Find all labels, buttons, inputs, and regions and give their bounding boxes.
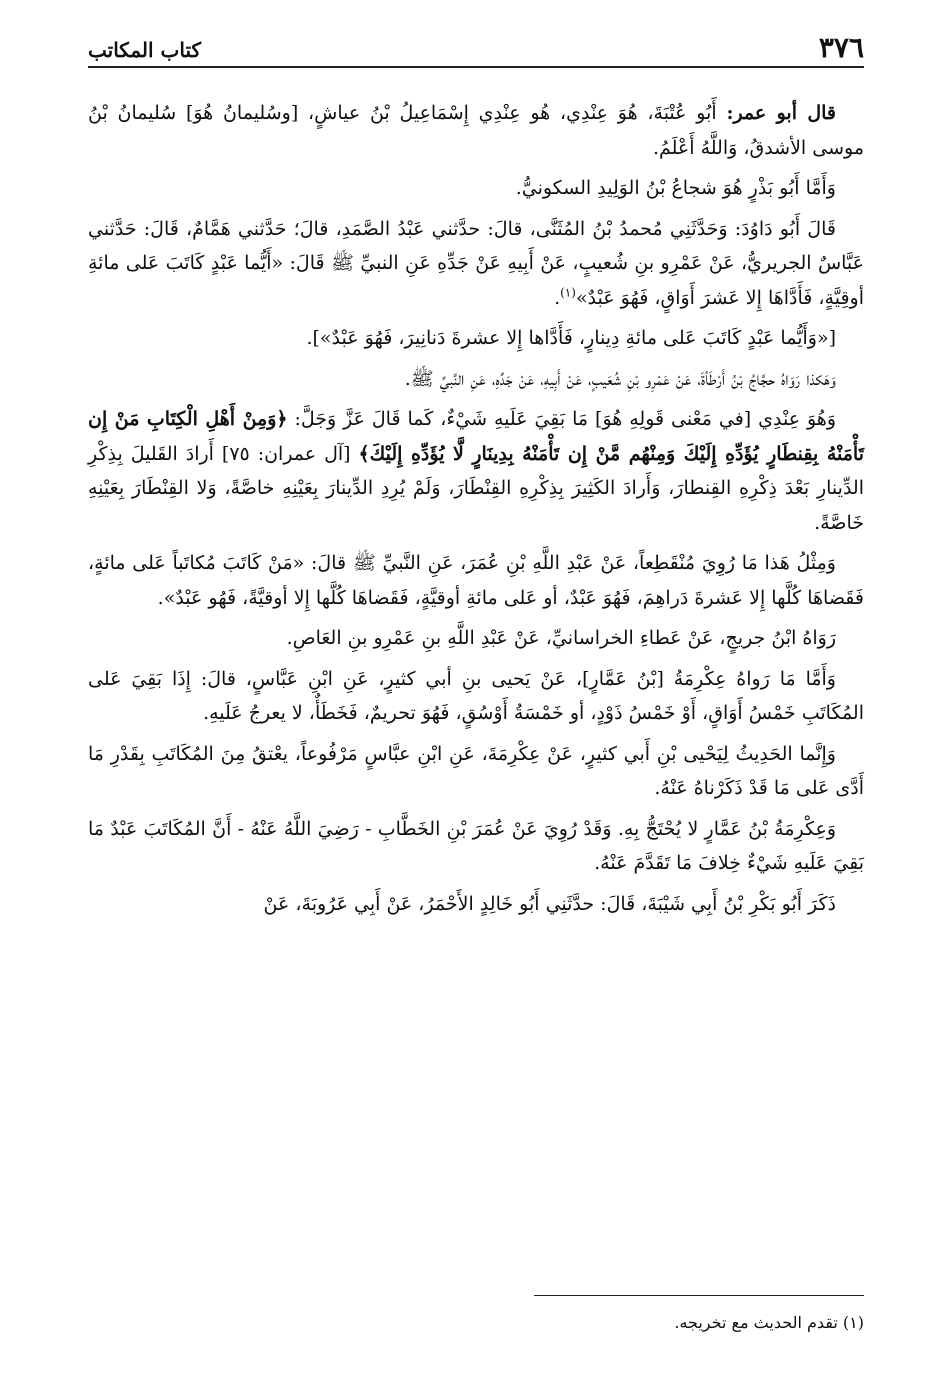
paragraph-text: وَأَمَّا مَا رَواهُ عِكْرِمَةُ [بْنُ عَمَّارٍ]، عَنْ يَحيى بنِ أبي كثيرٍ، عَنِ ابْنِ عَبَّاسٍ، قالَ: إِذَا بَقِيَ عَلى المُكَاتَبِ خَمْسُ أَوَاقٍ، أَوْ خَمْسُ ذَوْدٍ، أو خَمْسَةُ أَوْسُقٍ، فَهُوَ تحريمٌ، فَخَطَأٌ، لا يعرجُ عَلَيهِ. [88,667,864,724]
body-text [88,96,864,927]
footnote: (١) تقدم الحديث مع تخريجه. [674,1313,864,1332]
paragraph-text: ذَكَرَ أَبُو بَكْرِ بْنُ أَبِي شَيْبَةَ، قَالَ: حدَّثَنِي أَبُو خَالِدٍ الأَحْمَرُ، عَنْ أَبِي عَرُوبَةَ، عَنْ [263,892,836,915]
paragraph-text: وَهُوَ عِنْدِي [في مَعْنى قَولِهِ هُوَ] مَا بَقِيَ عَلَيهِ شَيْءٌ، كَما قَالَ عَزَّ وَجَلَّ: [287,408,837,430]
paragraph [88,212,864,316]
paragraph-text: وَهَكذا رَوَاهُ حجَّاجُ بْنُ أَرْطَأةَ، عَنْ عَمْرِو بْنِ شُعَيبٍ، عَنْ أَبِيهِ، عَنْ جَدِّهِ، عَنِ النَّبيِّ ﷺ. [404,367,836,390]
page-number: ٣٧٦ [818,31,864,64]
paragraph [88,621,864,656]
paragraph [88,812,864,881]
footnote-reference[interactable]: (١) [560,285,576,300]
paragraph-text: وَإِنَّما الحَدِيثُ لِيَحْيى بْنِ أَبي كثيرٍ، عَنْ عِكْرِمَةَ، عَنِ ابْنِ عبَّاسٍ مَرْفُوعاً، يعْتقُ مِنَ المُكَاتَبِ بِقَدْرِ مَا أَدَّى عَلى مَا قَدْ ذَكَرْناهُ عَنْهُ. [88,742,864,799]
paragraph [88,737,864,806]
paragraph-tail: . [554,286,561,309]
paragraph [88,321,864,356]
footnote-rule [534,1295,864,1296]
paragraph-text: [«وَأَيُّما عَبْدٍ كَاتَبَ عَلى مائةِ دِينارٍ، فَأَدَّاها إِلا عشرةَ دَنانِيرَ، فَهُوَ عَبْدٌ»]. [306,327,836,349]
paragraph [88,546,864,615]
paragraph-text: وَمِثْلُ هَذا مَا رُوِيَ مُنْقَطِعاً، عَنْ عَبْدِ اللَّهِ بْنِ عُمَرَ، عَنِ النَّبيِّ ﷺ قالَ: «مَنْ كَاتَبَ مُكاتَباً عَلى مائةٍ، فَقَضاهَا كُلَّها إِلا عَشرةَ دَراهِمَ، فَهُوَ عَبْدٌ، أو عَلى مائةِ أوقيَّةٍ، فَقَضاهَا كُلَّها إِلا أوقيَّةً، فَهُو عَبْدٌ». [88,552,864,609]
paragraph [88,171,864,206]
paragraph-text: رَوَاهُ ابْنُ جريجٍ، عَنْ عَطاءِ الخراسانيِّ، عَنْ عَبْدِ اللَّهِ بنِ عَمْرِو بنِ العَاصِ. [286,627,836,649]
header-rule [88,66,864,68]
paragraph-tail: [آل عمران: ٧٥] أَرادَ القَليلَ بِذِكْرِ الدِّينارِ بَعْدَ ذِكْرِهِ القِنطارَ، وَأَرادَ الكَثِيرَ بِذِكْرِهِ القِنْطَارَ، وَلَمْ يُرِدِ الدِّينارَ بِعَيْنِهِ خاصَّةً، وَلا القِنْطَارَ بِعَيْنِهِ خَاصَّةً. [88,442,864,534]
paragraph-text: وَأَمَّا أَبُو بَذْرٍ هُوَ شجاعُ بْنُ الوَلِيدِ السكونيُّ. [515,177,836,199]
quran-verse: ﴿وَمِنْ أَهْلِ الْكِتَابِ مَنْ إِن تَأْمَنْهُ بِقِنطَارٍ يُؤَدِّهِ إِلَيْكَ وَمِنْهُم مَّنْ إِن تَأْمَنْهُ بِدِينَارٍ لَّا يُؤَدِّهِ إِلَيْكَ﴾ [88,408,864,465]
paragraph-text: أَبُو عُتْبَةَ، هُوَ عِنْدِي، هُو عِنْدِي إِسْمَاعِيلُ بْنُ عياشٍ، [وسُليمانُ هُوَ] سُليمانُ بْنُ موسى الأشدقُ، وَاللَّهُ أَعْلَمُ. [88,102,864,159]
paragraph [88,402,864,540]
paragraph [88,96,864,165]
paragraph-text: وَعِكْرِمَةُ بْنُ عَمَّارٍ لا يُحْتَجُّ بِهِ. وَقَدْ رُوِيَ عَنْ عُمَرَ بْنِ الخَطَّابِ - رَضِيَ اللَّهُ عَنْهُ - أَنَّ المُكَاتَبَ عَبْدٌ مَا بَقِيَ عَلَيهِ شَيْءٌ خِلافَ مَا تَقَدَّمَ عَنْهُ. [88,817,864,874]
paragraph-text: قَالَ أَبُو دَاوُدَ: وَحَدَّثَنِي مُحمدُ بْنُ المُثَنَّى، قالَ: حدَّثني عَبْدُ الصَّمَدِ، قالَ؛ حَدَّثني هَمَّامٌ، قَالَ: حَدَّثني عَبَّاسٌ الجريريُّ، عَنْ عَمْرِو بنِ شُعيبٍ، عَنْ أَبِيهِ عَنْ جَدِّهِ عَنِ النبيِّ ﷺ قَالَ: «أَيُّما عَبْدٍ كَاتَبَ عَلى مائةِ أوقِيَّةٍ، فَأَدَّاهَا إِلا عَشرَ أَوَاقٍ، فَهُوَ عَبْدٌ» [88,217,864,309]
paragraph [88,662,864,731]
paragraph [88,362,864,397]
page-header [88,30,864,70]
paragraph [88,887,864,922]
running-title: كتاب المكاتب [88,38,201,62]
paragraph-lead: قال أبو عمر: [726,102,837,124]
